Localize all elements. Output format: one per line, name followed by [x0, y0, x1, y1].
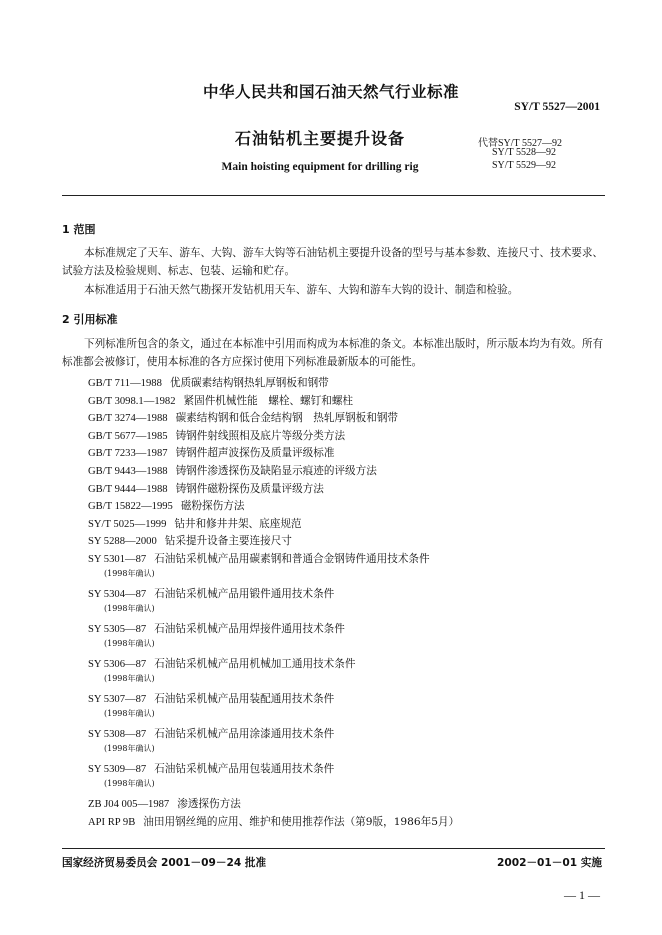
- reference-item: [88, 481, 324, 496]
- implementation-date: 2002－01－01 实施: [496, 857, 602, 869]
- reference-title: 磁粉探伤方法: [180, 500, 245, 513]
- reference-confirmation: (1998年确认): [104, 708, 155, 718]
- reference-title: 石油钻采机械产品用锻件通用技术条件: [154, 588, 335, 600]
- reference-confirmation: (1998年确认): [104, 638, 155, 648]
- reference-code: GB/T 3274—1988: [88, 413, 168, 425]
- reference-confirmation: (1998年确认): [104, 778, 155, 788]
- reference-title: 石油钻采机械产品用机械加工通用技术条件: [154, 658, 356, 670]
- reference-item: [88, 428, 345, 443]
- reference-item: [88, 586, 334, 601]
- reference-code: SY 5308—87: [88, 729, 147, 740]
- reference-title: 铸钢件磁粉探伤及质量评级方法: [175, 482, 324, 495]
- reference-item: [88, 796, 241, 811]
- reference-code: SY 5304—87: [88, 589, 147, 600]
- reference-item: [88, 691, 334, 706]
- reference-code: SY 5301—87: [88, 554, 147, 565]
- reference-item: [88, 551, 430, 566]
- reference-code: GB/T 5677—1985: [88, 430, 168, 442]
- reference-code: GB/T 711—1988: [88, 378, 162, 389]
- reference-title: 铸钢件射线照相及底片等级分类方法: [175, 429, 346, 442]
- reference-title: 紧固件机械性能 螺栓、螺钉和螺柱: [183, 394, 354, 407]
- reference-title: 碳素结构钢和低合金结构钢 热轧厚钢板和钢带: [175, 412, 399, 425]
- document-title-cn: 石油钻机主要提升设备: [234, 129, 405, 148]
- reference-code: SY 5288—2000: [88, 536, 157, 548]
- reference-code: GB/T 3098.1—1982: [88, 395, 176, 407]
- reference-item: [88, 516, 302, 531]
- reference-confirmation: (1998年确认): [104, 568, 155, 578]
- reference-title: 石油钻采机械产品用碳素钢和普通合金钢铸件通用技术条件: [154, 553, 430, 565]
- reference-item: [88, 410, 398, 425]
- reference-title: 石油钻采机械产品用包装通用技术条件: [154, 763, 335, 775]
- section-2-heading: 2 引用标准: [62, 313, 118, 326]
- reference-item: [88, 814, 459, 829]
- reference-confirmation: (1998年确认): [104, 743, 155, 753]
- reference-title: 铸钢件渗透探伤及缺陷显示痕迹的评级方法: [175, 465, 377, 477]
- reference-code: SY 5306—87: [88, 659, 147, 670]
- reference-title: 渗透探伤方法: [177, 798, 241, 810]
- reference-code: ZB J04 005—1987: [88, 799, 170, 810]
- issuing-organization: 中华人民共和国石油天然气行业标准: [202, 83, 459, 101]
- reference-code: GB/T 9443—1988: [88, 466, 168, 477]
- reference-code: SY 5305—87: [88, 624, 147, 635]
- reference-item: [88, 463, 377, 478]
- reference-title: 石油钻采机械产品用焊接件通用技术条件: [154, 623, 345, 635]
- page-number: — 1 —: [564, 888, 600, 902]
- reference-title: 油田用钢丝绳的应用、维护和使用推荐作法（第9版，1986年5月）: [143, 815, 460, 828]
- footer-divider: [62, 848, 605, 849]
- standard-number: SY/T 5527—2001: [514, 101, 600, 113]
- reference-item: [88, 761, 334, 776]
- reference-item: [88, 726, 334, 741]
- reference-title: 钻井和修井井架、底座规范: [174, 517, 302, 530]
- reference-item: [88, 445, 334, 460]
- approval-date: 国家经济贸易委员会 2001－09－24 批准: [62, 857, 267, 869]
- section-2-intro: 下列标准所包含的条文，通过在本标准中引用而构成为本标准的条文。本标准出版时，所示版本均为有效。所有标准都会被修订，使用本标准的各方应探讨使用下列标准最新版本的可能性。: [62, 338, 604, 368]
- reference-code: SY 5307—87: [88, 694, 147, 705]
- reference-code: SY/T 5025—1999: [88, 518, 167, 530]
- reference-item: [88, 533, 292, 548]
- reference-code: API RP 9B: [88, 816, 136, 828]
- reference-code: SY 5309—87: [88, 764, 147, 775]
- reference-title: 铸钢件超声波探伤及质量评级标准: [175, 447, 335, 460]
- reference-code: GB/T 9444—1988: [88, 483, 168, 495]
- reference-confirmation: (1998年确认): [104, 603, 155, 613]
- reference-title: 优质碳素结构钢热轧厚钢板和钢带: [169, 377, 329, 389]
- replaces-line-3: SY/T 5529—92: [492, 160, 556, 171]
- reference-item: [88, 393, 353, 408]
- reference-title: 石油钻采机械产品用涂漆通用技术条件: [154, 728, 335, 740]
- replaces-line-1: 代替SY/T 5527—92: [478, 138, 562, 149]
- reference-item: [88, 656, 355, 671]
- reference-item: [88, 375, 329, 390]
- replaces-line-2: SY/T 5528—92: [492, 147, 556, 158]
- reference-item: [88, 621, 345, 636]
- section-1-paragraph-2: 本标准适用于石油天然气勘探开发钻机用天车、游车、大钩和游车大钩的设计、制造和检验。: [84, 284, 519, 296]
- reference-title: 石油钻采机械产品用装配通用技术条件: [154, 693, 335, 705]
- section-1-paragraph-1: 本标准规定了天车、游车、大钩、游车大钩等石油钻机主要提升设备的型号与基本参数、连接尺寸、技术要求、试验方法及检验规则、标志、包装、运输和贮存。: [62, 247, 604, 277]
- document-title-en: Main hoisting equipment for drilling rig: [221, 161, 419, 173]
- reference-confirmation: (1998年确认): [104, 673, 155, 683]
- reference-code: GB/T 15822—1995: [88, 501, 173, 513]
- reference-title: 钻采提升设备主要连接尺寸: [164, 535, 292, 548]
- reference-code: GB/T 7233—1987: [88, 448, 168, 460]
- header-divider: [62, 195, 605, 196]
- section-1-heading: 1 范围: [62, 223, 96, 236]
- reference-item: [88, 498, 244, 513]
